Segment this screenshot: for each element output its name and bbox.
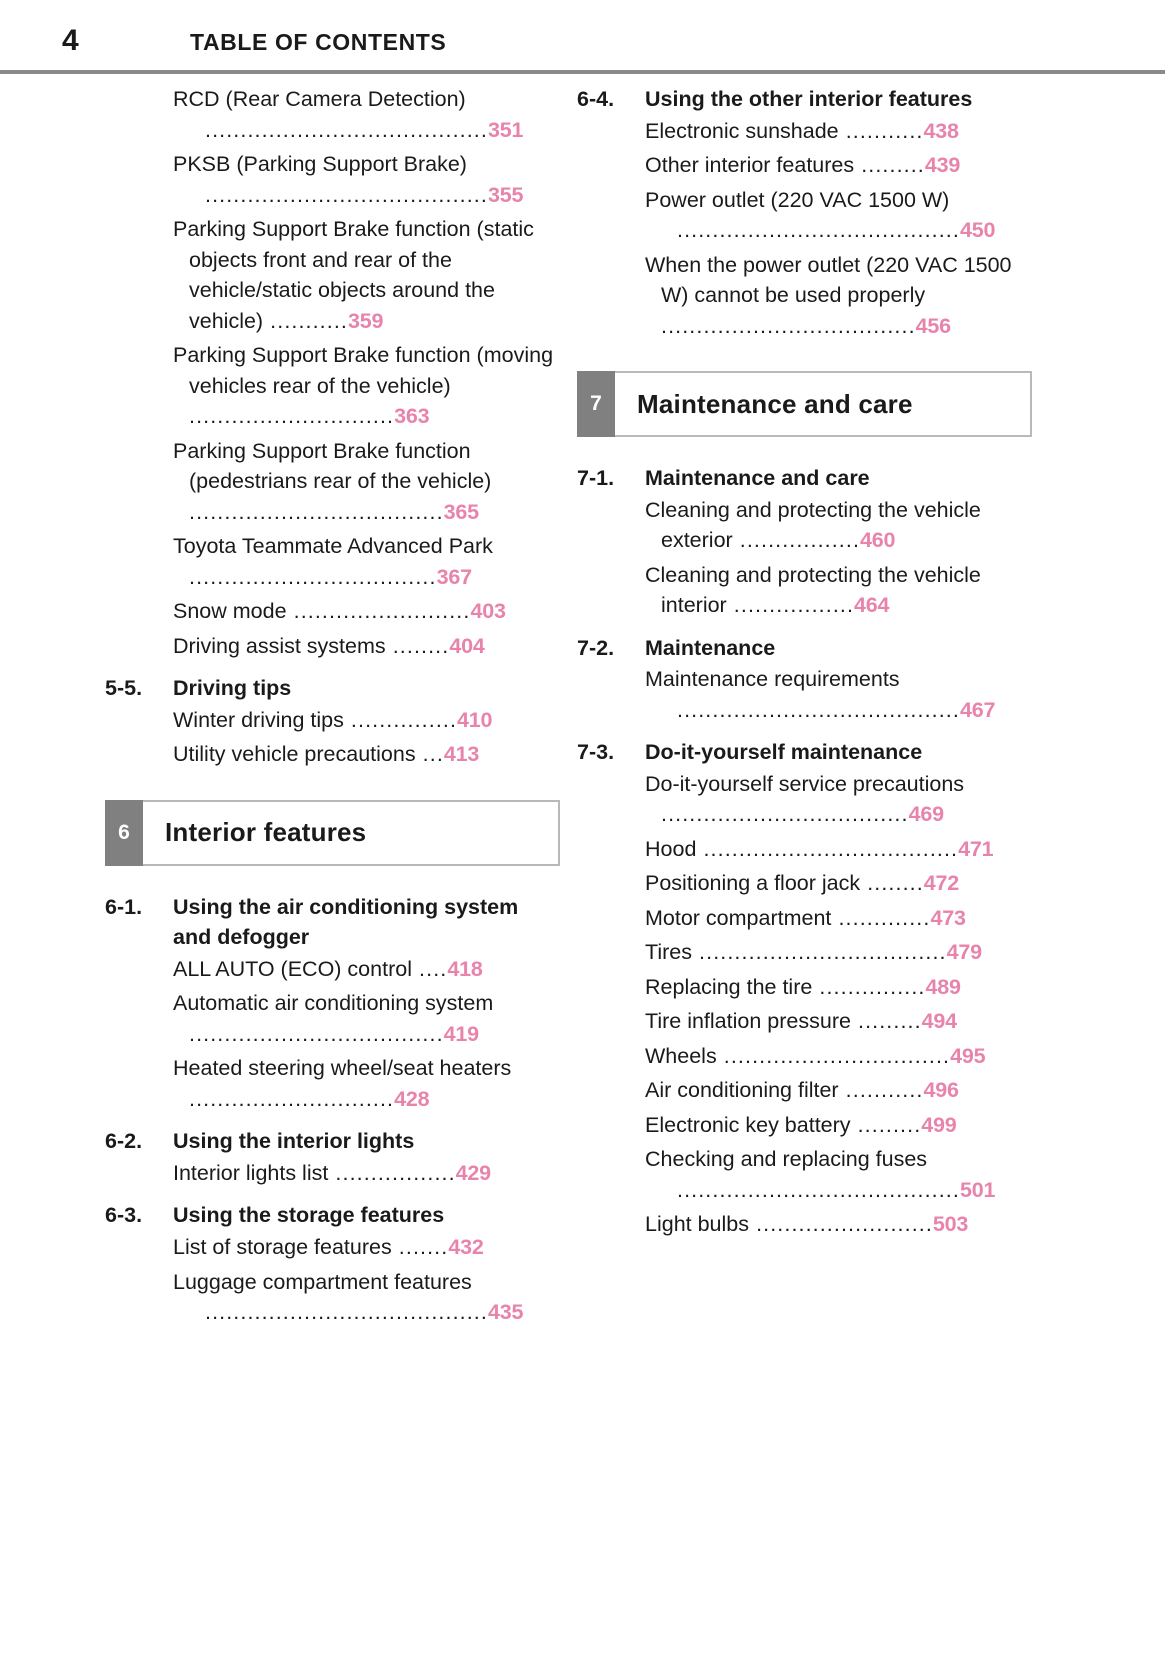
section-heading-7-2 xyxy=(577,633,1032,664)
toc-entry-tail xyxy=(189,180,560,211)
toc-entry-label: Driving assist systems xyxy=(173,633,386,658)
toc-entry-tail xyxy=(749,1212,968,1236)
toc-entry-label: Air conditioning filter xyxy=(645,1078,839,1103)
section-number: 7-2. xyxy=(577,635,615,660)
dot-leader: ........ xyxy=(860,871,924,896)
section-heading-7-1 xyxy=(577,463,1032,494)
dot-leader: ........... xyxy=(838,1078,924,1103)
toc-entry-tail xyxy=(287,599,506,623)
dot-leader: .................................... xyxy=(189,1021,444,1046)
page-number: 4 xyxy=(62,24,79,57)
toc-page-number[interactable]: 359 xyxy=(347,308,384,333)
toc-page-number[interactable]: 413 xyxy=(443,742,480,767)
toc-entry-tail xyxy=(263,309,383,333)
toc-entry-tail xyxy=(189,1297,560,1328)
toc-entry-tail xyxy=(416,742,480,766)
entry-group-6-1 xyxy=(105,954,560,1115)
toc-entry-label: Parking Support Brake function (pedestrians rear of the vehicle) xyxy=(173,438,492,494)
toc-entry-label: Replacing the tire xyxy=(645,974,813,999)
chapter-banner-6[interactable] xyxy=(105,800,560,866)
toc-entry[interactable] xyxy=(645,1041,1032,1072)
dot-leader: ....... xyxy=(391,1234,449,1259)
toc-entry-label: Wheels xyxy=(645,1043,717,1068)
toc-entry-tail xyxy=(661,802,944,826)
toc-entry[interactable] xyxy=(173,954,560,985)
dot-leader: ................................... xyxy=(691,940,947,965)
toc-entry-label: Tires xyxy=(645,940,692,965)
toc-entry[interactable] xyxy=(173,739,560,770)
dot-leader: ............. xyxy=(831,905,931,930)
toc-page-number[interactable]: 432 xyxy=(448,1234,484,1259)
chapter-number: 7 xyxy=(577,371,615,437)
toc-entry[interactable] xyxy=(645,903,1032,934)
entry-group-7-1 xyxy=(577,495,1032,621)
toc-entry[interactable] xyxy=(645,495,1032,556)
section-title: Using the other interior features xyxy=(645,87,973,111)
dot-leader: ........................................ xyxy=(205,1300,488,1325)
toc-entry-tail xyxy=(860,871,959,895)
toc-entry[interactable] xyxy=(173,149,560,210)
dot-leader: ........... xyxy=(263,308,348,333)
section-title: Using the air conditioning system and defogger xyxy=(173,894,519,950)
dot-leader: ......................... xyxy=(749,1212,933,1237)
toc-entry-label: Checking and replacing fuses xyxy=(645,1147,928,1172)
dot-leader: ... xyxy=(415,742,444,767)
toc-page-number[interactable]: 435 xyxy=(487,1300,524,1325)
toc-entry-tail xyxy=(328,1161,491,1185)
toc-entry-tail xyxy=(386,634,485,658)
toc-page-number[interactable]: 404 xyxy=(449,633,485,658)
toc-entry-label: RCD (Rear Camera Detection) xyxy=(173,87,466,111)
toc-page-number[interactable]: 355 xyxy=(487,182,524,207)
toc-entry-label: Heated steering wheel/seat heaters xyxy=(173,1056,512,1081)
section-title: Using the storage features xyxy=(173,1203,445,1228)
toc-page-number[interactable]: 496 xyxy=(923,1078,959,1103)
section-heading-6-2 xyxy=(105,1126,560,1157)
toc-entry-tail xyxy=(661,314,951,338)
dot-leader: ........................................ xyxy=(205,182,488,207)
dot-leader: ................. xyxy=(726,593,855,618)
toc-entry[interactable] xyxy=(173,1232,560,1263)
toc-entry-tail xyxy=(717,1044,986,1068)
dot-leader: .................................... xyxy=(661,313,916,338)
toc-entry-tail xyxy=(839,1078,959,1102)
toc-entry-label: ALL AUTO (ECO) control xyxy=(173,956,412,981)
toc-entry[interactable] xyxy=(645,560,1032,621)
toc-entry-tail xyxy=(661,1175,1032,1206)
section-number: 6-4. xyxy=(577,87,615,111)
dot-leader: ........ xyxy=(385,633,450,658)
toc-page-number[interactable]: 456 xyxy=(915,313,951,338)
toc-entry-label: Light bulbs xyxy=(645,1212,749,1237)
dot-leader: ................................... xyxy=(661,802,909,827)
dot-leader: ................. xyxy=(328,1160,456,1185)
toc-page-number[interactable]: 365 xyxy=(443,499,479,524)
section-heading-6-3 xyxy=(105,1200,560,1231)
toc-page-number[interactable]: 460 xyxy=(860,528,896,553)
toc-page-number[interactable]: 472 xyxy=(923,871,960,896)
dot-leader: ................................... xyxy=(189,564,437,589)
dot-leader: ............... xyxy=(343,707,458,732)
dot-leader: .................................... xyxy=(696,836,959,861)
toc-entry-tail xyxy=(851,1009,957,1033)
toc-page-number[interactable]: 363 xyxy=(394,404,430,429)
toc-entry[interactable] xyxy=(173,214,560,336)
toc-page-number[interactable]: 418 xyxy=(447,956,483,981)
dot-leader: ........................................ xyxy=(677,218,960,243)
entry-group-6-3 xyxy=(105,1232,560,1328)
toc-entry[interactable] xyxy=(645,1110,1032,1141)
toc-entry-tail xyxy=(189,115,560,146)
toc-entry[interactable] xyxy=(173,988,560,1049)
dot-leader: ........... xyxy=(838,118,924,143)
toc-entry[interactable] xyxy=(645,250,1032,342)
toc-entry-label: Cleaning and protecting the vehicle interior xyxy=(645,562,981,618)
toc-entry[interactable] xyxy=(173,340,560,432)
toc-entry[interactable] xyxy=(645,1006,1032,1037)
toc-entry[interactable] xyxy=(645,1209,1032,1240)
toc-entry-tail xyxy=(696,837,993,861)
dot-leader: ......................... xyxy=(286,599,471,624)
section-number: 7-3. xyxy=(577,740,615,765)
section-title: Do-it-yourself maintenance xyxy=(645,740,923,765)
toc-page-number[interactable]: 419 xyxy=(443,1021,479,1046)
toc-page-number[interactable]: 403 xyxy=(470,599,506,624)
toc-entry-tail xyxy=(189,500,479,524)
toc-entry-label: List of storage features xyxy=(173,1234,392,1259)
toc-entry-label: Automatic air conditioning system xyxy=(173,991,494,1016)
toc-page-number[interactable]: 450 xyxy=(959,218,996,243)
toc-entry-label: Winter driving tips xyxy=(173,707,344,732)
dot-leader: ......... xyxy=(854,153,925,178)
toc-page-number[interactable]: 499 xyxy=(921,1112,957,1137)
entry-group-7-2 xyxy=(577,664,1032,725)
section-heading-6-1 xyxy=(105,892,560,953)
toc-entry[interactable] xyxy=(645,150,1032,181)
toc-entry[interactable] xyxy=(645,972,1032,1003)
toc-page-number[interactable]: 351 xyxy=(487,117,524,142)
toc-entry[interactable] xyxy=(645,1144,1032,1205)
toc-entry-tail xyxy=(851,1113,957,1137)
entry-group-7-3 xyxy=(577,769,1032,1240)
toc-page-number[interactable]: 495 xyxy=(950,1043,986,1068)
toc-entry-label: Hood xyxy=(645,836,697,861)
toc-page-number[interactable]: 469 xyxy=(908,802,944,827)
toc-entry-label: Parking Support Brake function (static objects front and rear of the vehicle/static objects around the vehicle) xyxy=(173,217,534,333)
section-title: Driving tips xyxy=(173,676,292,701)
page-header xyxy=(0,0,1165,62)
section-number: 7-1. xyxy=(577,466,615,491)
toc-entry-tail xyxy=(189,1022,479,1046)
toc-entry-tail xyxy=(812,975,960,999)
section-number: 5-5. xyxy=(105,676,143,701)
toc-entry[interactable] xyxy=(173,631,560,662)
section-number: 6-1. xyxy=(105,894,143,919)
toc-column-right xyxy=(577,84,1032,1332)
toc-entry[interactable] xyxy=(173,1267,560,1328)
toc-entry-label: Luggage compartment features xyxy=(173,1269,472,1294)
toc-entry[interactable] xyxy=(173,436,560,528)
toc-page-number[interactable]: 501 xyxy=(959,1177,996,1202)
toc-entry-label: Cleaning and protecting the vehicle exterior xyxy=(645,497,981,553)
dot-leader: ........................................ xyxy=(677,1177,960,1202)
toc-entry-tail xyxy=(661,695,1032,726)
toc-page-number[interactable]: 489 xyxy=(925,974,961,999)
chapter-banner-7[interactable] xyxy=(577,371,1032,437)
page-title: TABLE OF CONTENTS xyxy=(190,29,447,55)
entry-group-6-4 xyxy=(577,116,1032,342)
toc-entry-label: Tire inflation pressure xyxy=(645,1009,851,1034)
toc-entry-label: Electronic key battery xyxy=(645,1112,851,1137)
dot-leader: ............................. xyxy=(189,1086,395,1111)
toc-page-number[interactable]: 410 xyxy=(457,707,493,732)
toc-page-number[interactable]: 438 xyxy=(923,118,959,143)
toc-entry-tail xyxy=(727,593,890,617)
toc-entry-label: Do-it-yourself service precautions xyxy=(645,771,965,796)
toc-column-left xyxy=(105,84,560,1332)
toc-entry[interactable] xyxy=(173,596,560,627)
toc-entry-tail xyxy=(189,565,472,589)
toc-page-number[interactable]: 503 xyxy=(932,1212,969,1237)
toc-entry-label: When the power outlet (220 VAC 1500 W) cannot be used properly xyxy=(645,252,1012,308)
header-divider xyxy=(0,70,1165,74)
toc-page-number[interactable]: 439 xyxy=(924,153,961,178)
toc-entry-tail xyxy=(412,957,483,981)
toc-page-number[interactable]: 428 xyxy=(394,1086,430,1111)
toc-page-number[interactable]: 471 xyxy=(958,836,994,861)
dot-leader: .... xyxy=(411,956,448,981)
toc-entry[interactable] xyxy=(645,116,1032,147)
section-number: 6-3. xyxy=(105,1203,143,1228)
toc-entry[interactable] xyxy=(173,531,560,592)
toc-entry-tail xyxy=(661,215,1032,246)
toc-entry-label: Utility vehicle precautions xyxy=(173,742,416,767)
toc-entry-label: Toyota Teammate Advanced Park xyxy=(173,534,493,559)
toc-entry-label: Snow mode xyxy=(173,599,287,624)
dot-leader: ........................................ xyxy=(205,117,488,142)
dot-leader: ................. xyxy=(732,528,861,553)
entry-group-5-5 xyxy=(105,705,560,770)
toc-entry-tail xyxy=(831,906,965,930)
toc-entry-label: Power outlet (220 VAC 1500 W) xyxy=(645,187,950,212)
toc-entry-label: Interior lights list xyxy=(173,1160,329,1185)
section-number: 6-2. xyxy=(105,1129,143,1154)
section-title: Using the interior lights xyxy=(173,1129,415,1154)
toc-entry[interactable] xyxy=(173,84,560,145)
toc-entry[interactable] xyxy=(645,834,1032,865)
chapter-title: Maintenance and care xyxy=(637,388,913,419)
toc-entry[interactable] xyxy=(173,1158,560,1189)
toc-entry-tail xyxy=(189,1087,429,1111)
dot-leader: ........................................ xyxy=(677,697,960,722)
toc-entry[interactable] xyxy=(645,868,1032,899)
toc-entry-tail xyxy=(839,119,959,143)
toc-page-number[interactable]: 479 xyxy=(946,940,982,965)
section-heading-7-3 xyxy=(577,737,1032,768)
toc-entry[interactable] xyxy=(645,769,1032,830)
entry-group-6-2 xyxy=(105,1158,560,1189)
toc-page-number[interactable]: 467 xyxy=(959,697,996,722)
toc-page-number[interactable]: 429 xyxy=(455,1160,491,1185)
toc-page-number[interactable]: 367 xyxy=(436,564,472,589)
entry-group-continued xyxy=(105,84,560,661)
toc-entry[interactable] xyxy=(173,1053,560,1114)
toc-entry[interactable] xyxy=(645,185,1032,246)
dot-leader: ............................. xyxy=(189,404,395,429)
toc-entry-tail xyxy=(733,528,896,552)
dot-leader: .................................... xyxy=(189,499,444,524)
toc-entry-label: Motor compartment xyxy=(645,905,832,930)
toc-entry[interactable] xyxy=(645,937,1032,968)
toc-entry-label: PKSB (Parking Support Brake) xyxy=(173,152,467,177)
dot-leader: ............... xyxy=(812,974,926,999)
toc-entry-tail xyxy=(344,708,492,732)
section-title: Maintenance and care xyxy=(645,466,870,491)
toc-entry-label: Parking Support Brake function (moving vehicles rear of the vehicle) xyxy=(173,343,554,398)
toc-entry-tail xyxy=(854,153,960,177)
dot-leader: ......... xyxy=(850,1009,922,1034)
toc-page-number[interactable]: 464 xyxy=(854,593,890,618)
section-heading-6-4 xyxy=(577,84,1032,115)
chapter-number: 6 xyxy=(105,800,143,866)
toc-page-number[interactable]: 473 xyxy=(930,905,966,930)
dot-leader: ......... xyxy=(850,1112,922,1137)
toc-entry-label: Electronic sunshade xyxy=(645,118,839,143)
toc-page-number[interactable]: 494 xyxy=(921,1009,957,1034)
toc-entry-tail xyxy=(189,404,429,428)
toc-entry[interactable] xyxy=(173,705,560,736)
chapter-title: Interior features xyxy=(165,817,367,848)
toc-entry-tail xyxy=(692,940,982,964)
toc-entry-label: Other interior features xyxy=(645,153,855,178)
toc-entry[interactable] xyxy=(645,664,1032,725)
toc-entry-label: Maintenance requirements xyxy=(645,667,900,692)
toc-entry[interactable] xyxy=(645,1075,1032,1106)
toc-entry-tail xyxy=(392,1235,484,1259)
toc-columns xyxy=(0,84,1165,1332)
dot-leader: ................................ xyxy=(716,1043,951,1068)
toc-entry-label: Positioning a floor jack xyxy=(645,871,861,896)
section-heading-5-5 xyxy=(105,673,560,704)
section-title: Maintenance xyxy=(645,635,776,660)
